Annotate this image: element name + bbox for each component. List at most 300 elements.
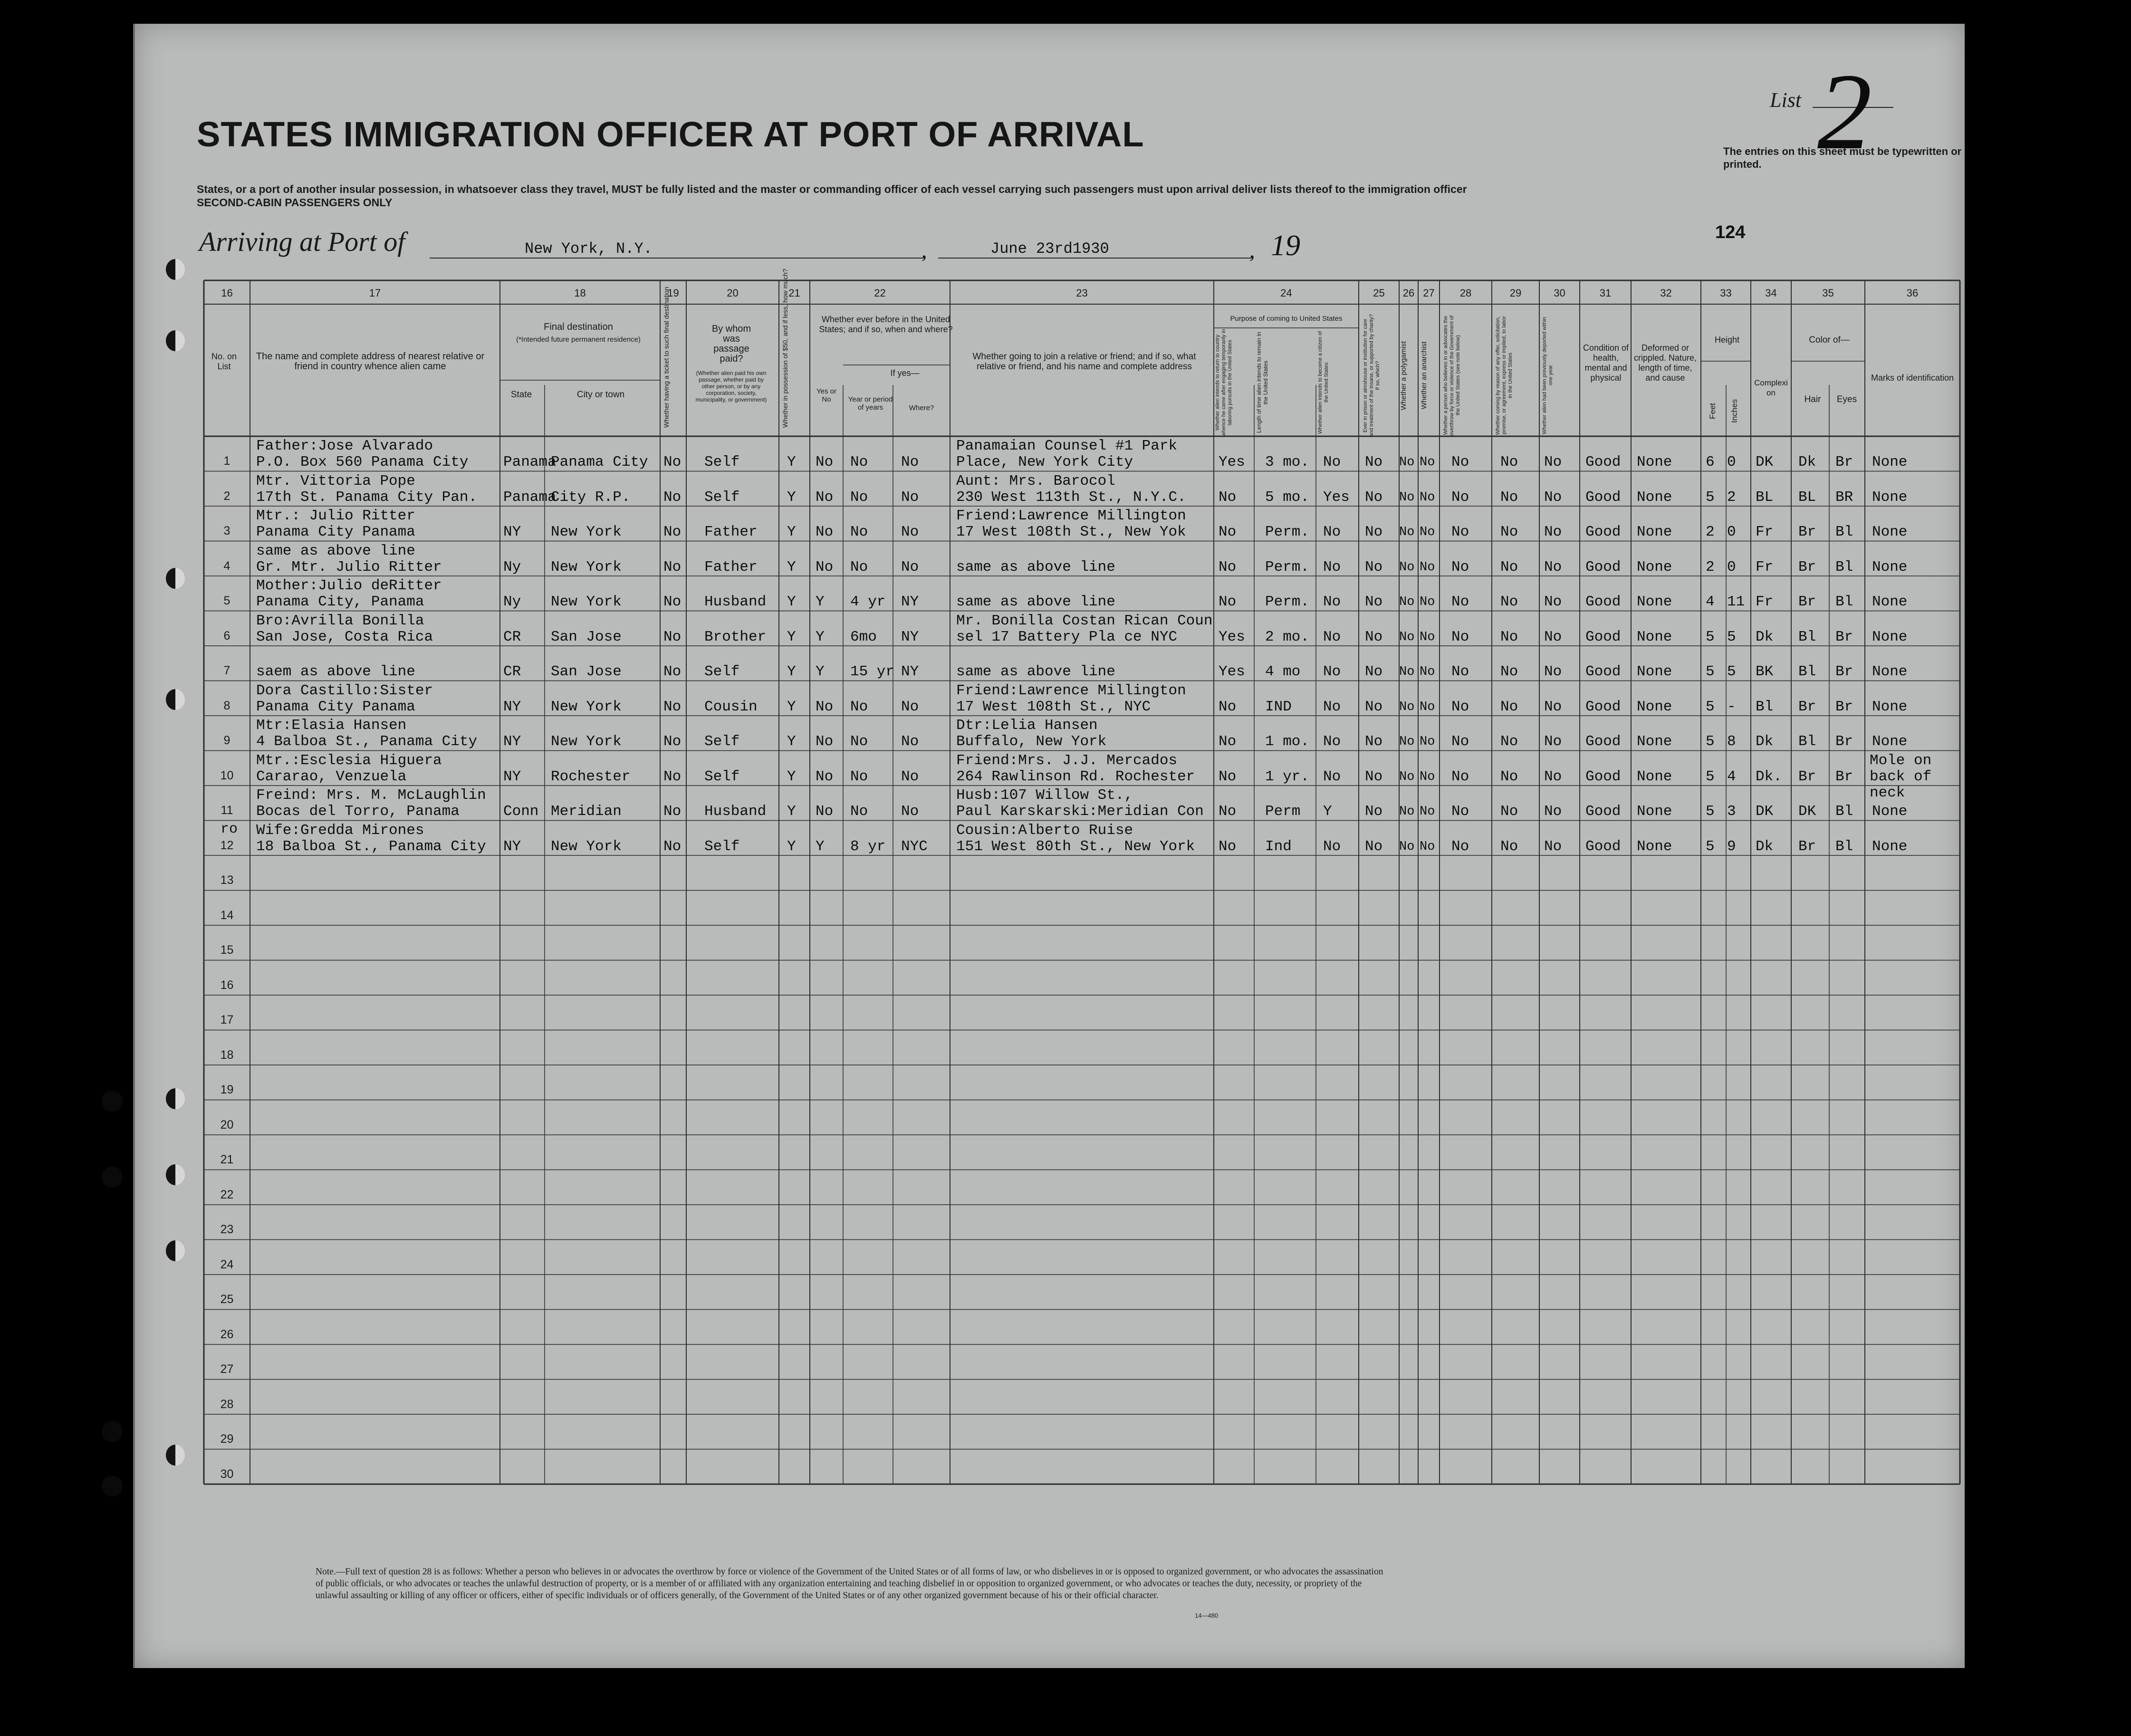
labor-offer-cell: No	[1500, 628, 1518, 645]
header-c24-top: Purpose of coming to United States	[1230, 315, 1343, 323]
overthrow-cell: No	[1451, 489, 1469, 506]
row-number: 18	[220, 1048, 234, 1062]
destination-city: New York	[551, 524, 622, 540]
deformed-cell: None	[1637, 489, 1672, 506]
return-intent-cell: No	[1219, 558, 1237, 575]
complexion-cell: Fr	[1756, 594, 1774, 610]
visit-where-cell: No	[901, 733, 919, 750]
previous-visit-cell: No	[816, 698, 834, 715]
stay-length-cell: Perm.	[1265, 594, 1310, 610]
destination-state: NY	[503, 524, 521, 540]
visit-period-cell: No	[850, 733, 868, 750]
destination-city: New York	[551, 733, 622, 750]
header-c30: Whether alien had been previously deported within one year	[1542, 317, 1554, 434]
height-feet-cell: 2	[1706, 558, 1715, 575]
labor-offer-cell: No	[1500, 733, 1518, 750]
overthrow-cell: No	[1451, 733, 1469, 750]
labor-offer-cell: No	[1500, 768, 1518, 785]
passage-paid-cell: Self	[704, 768, 740, 785]
relative-name: Dora Castillo:Sister	[256, 682, 433, 699]
return-intent-cell: No	[1219, 698, 1237, 715]
health-cell: Good	[1585, 838, 1621, 855]
footer-note: Note.—Full text of question 28 is as follows: Whether a person who believes in or advocates the overthrow by force or violence of the Government of the United States or of all forms of law, or who disbelieves in or is opposed to organized government, or who advocates the assassination of public officials, or who advocates or teaches the unlawful destruction of property, or is a member of or affiliated with any organization entertaining and teaching disbelief in or opposition to organized government, or who advocates or teaches the duty, necessity, or propriety of the unlawful assaulting or killing of any officer or officers, either of specific individuals or of officers generally, of the Government of the United States or of any other organized government because of his or their official character.	[316, 1567, 1383, 1601]
deformed-cell: None	[1637, 803, 1672, 820]
deported-cell: No	[1544, 768, 1562, 785]
citizen-intent-cell: No	[1323, 594, 1341, 610]
previous-visit-cell: No	[816, 803, 834, 820]
joining-address: 17 West 108th St., NYC	[956, 698, 1151, 715]
deformed-cell: None	[1637, 768, 1672, 785]
labor-offer-cell: No	[1500, 594, 1518, 610]
relative-address: Panama City, Panama	[256, 594, 424, 610]
relative-address: Cararao, Venzuela	[256, 768, 407, 785]
anarchist-cell: No	[1420, 490, 1435, 505]
header-c22-top: Whether ever before in the United States; and if so, when and where?	[819, 315, 953, 334]
health-cell: Good	[1585, 489, 1621, 506]
visit-period-cell: 8 yr	[850, 838, 886, 855]
joining-person: Friend:Lawrence Millington	[956, 682, 1186, 699]
visit-period-cell: No	[850, 698, 868, 715]
polygamist-cell: No	[1399, 735, 1415, 749]
identification-marks-cell: None	[1872, 803, 1908, 820]
deformed-cell: None	[1637, 838, 1672, 855]
relative-name: Wife:Gredda Mirones	[256, 822, 424, 839]
labor-offer-cell: No	[1500, 489, 1518, 506]
column-number: 27	[1423, 287, 1435, 299]
complexion-cell: Fr	[1756, 524, 1774, 540]
joining-address: Buffalo, New York	[956, 733, 1107, 750]
anarchist-cell: No	[1420, 665, 1435, 679]
height-inches-cell: 3	[1727, 803, 1736, 820]
height-feet-cell: 5	[1706, 628, 1715, 645]
height-inches-cell: 0	[1727, 454, 1736, 470]
anarchist-cell: No	[1420, 735, 1435, 749]
health-cell: Good	[1585, 628, 1621, 645]
header-c35-top: Color of—	[1809, 335, 1850, 345]
polygamist-cell: No	[1399, 805, 1415, 819]
complexion-cell: Dk	[1756, 838, 1774, 855]
ticket-cell: No	[663, 454, 682, 470]
hair-color-cell: Bl	[1798, 628, 1816, 645]
prison-cell: No	[1365, 733, 1383, 750]
form-subtitle: States, or a port of another insular possession, in whatsoever class they travel, MUST be fully listed and the master or commanding officer of each vessel carrying such passengers must upon arrival deliver lists thereof to the immigration officer	[197, 183, 1467, 195]
margin-text: ro	[221, 821, 238, 837]
polygamist-cell: No	[1399, 525, 1415, 539]
sheet-number: 124	[1715, 222, 1746, 242]
complexion-cell: Dk	[1756, 733, 1774, 750]
arriving-label: Arriving at Port of	[199, 226, 405, 257]
height-feet-cell: 5	[1706, 768, 1715, 785]
identification-marks-cell: None	[1872, 838, 1908, 855]
row-number: 11	[221, 804, 233, 817]
relative-address: Panama City Panama	[256, 698, 415, 715]
deported-cell: No	[1544, 803, 1562, 820]
header-c33-inches: Inches	[1730, 399, 1739, 423]
binder-hole	[166, 1164, 185, 1185]
height-feet-cell: 6	[1706, 454, 1715, 470]
visit-period-cell: No	[850, 558, 868, 575]
deformed-cell: None	[1637, 628, 1672, 645]
height-inches-cell: 5	[1727, 628, 1736, 645]
passage-paid-cell: Self	[704, 838, 740, 855]
height-inches-cell: 11	[1727, 594, 1745, 610]
visit-period-cell: 4 yr	[850, 594, 886, 610]
header-c24-b: Length of time alien intends to remain in the United States	[1256, 332, 1269, 433]
height-inches-cell: 9	[1727, 838, 1736, 855]
visit-where-cell: No	[901, 558, 919, 575]
destination-city: City R.P.	[551, 489, 631, 506]
polygamist-cell: No	[1399, 630, 1415, 644]
relative-name: Mtr. Vittoria Pope	[256, 472, 415, 489]
labor-offer-cell: No	[1500, 454, 1518, 470]
joining-address: sel 17 Battery Pla ce NYC	[956, 628, 1178, 645]
form-title: STATES IMMIGRATION OFFICER AT PORT OF ARRIVAL	[197, 115, 1144, 154]
anarchist-cell: No	[1420, 630, 1435, 644]
row-number: 20	[220, 1118, 234, 1132]
column-number: 30	[1554, 287, 1565, 299]
hair-color-cell: Br	[1798, 524, 1816, 540]
return-intent-cell: No	[1219, 489, 1237, 506]
joining-person: Aunt: Mrs. Barocol	[956, 472, 1115, 489]
destination-city: Rochester	[551, 768, 631, 785]
previous-visit-cell: No	[816, 768, 834, 785]
ticket-cell: No	[663, 524, 682, 540]
column-number: 29	[1509, 287, 1522, 299]
joining-address: 230 West 113th St., N.Y.C.	[956, 489, 1186, 506]
stay-length-cell: IND	[1265, 698, 1292, 715]
header-c16: No. on List	[211, 352, 237, 371]
ticket-cell: No	[663, 768, 682, 785]
anarchist-cell: No	[1420, 595, 1435, 609]
stay-length-cell: 2 mo.	[1265, 628, 1310, 645]
joining-person: Husb:107 Willow St.,	[956, 787, 1133, 804]
ticket-cell: No	[663, 698, 682, 715]
binder-hole	[102, 1167, 123, 1188]
stay-length-cell: Perm.	[1265, 558, 1310, 575]
identification-marks-cell: None	[1872, 489, 1908, 506]
row-number: 3	[223, 524, 230, 537]
relative-name: Mtr:Elasia Hansen	[256, 717, 407, 734]
port-value: New York, N.Y.	[525, 240, 653, 258]
joining-person: Cousin:Alberto Ruise	[956, 822, 1133, 839]
joining-address: 151 West 80th St., New York	[956, 838, 1195, 855]
height-feet-cell: 5	[1706, 733, 1715, 750]
citizen-intent-cell: No	[1323, 524, 1341, 540]
destination-state: NY	[503, 838, 521, 855]
deformed-cell: None	[1637, 454, 1672, 470]
previous-visit-cell: No	[816, 733, 834, 750]
labor-offer-cell: No	[1500, 838, 1518, 855]
destination-state: Ny	[503, 558, 521, 575]
citizen-intent-cell: No	[1323, 768, 1341, 785]
citizen-intent-cell: No	[1323, 733, 1341, 750]
column-number: 23	[1076, 287, 1088, 299]
joining-address: 264 Rawlinson Rd. Rochester	[956, 768, 1195, 785]
deported-cell: No	[1544, 524, 1562, 540]
identification-marks-cell: Mole on back of neck	[1870, 752, 1932, 801]
eye-color-cell: Bl	[1835, 558, 1853, 575]
money-cell: Y	[787, 628, 796, 645]
labor-offer-cell: No	[1500, 524, 1518, 540]
column-number: 31	[1599, 287, 1612, 299]
prison-cell: No	[1365, 628, 1383, 645]
hair-color-cell: DK	[1798, 803, 1816, 820]
row-number: 28	[220, 1397, 234, 1411]
money-cell: Y	[787, 768, 796, 785]
stay-length-cell: 4 mo	[1265, 663, 1301, 680]
money-cell: Y	[787, 594, 796, 610]
visit-where-cell: No	[901, 803, 919, 820]
header-c31: Condition of health, mental and physical	[1583, 343, 1629, 383]
visit-where-cell: No	[901, 454, 919, 470]
destination-city: New York	[551, 698, 622, 715]
visit-where-cell: No	[901, 768, 919, 785]
identification-marks-cell: None	[1872, 733, 1908, 750]
money-cell: Y	[787, 838, 796, 855]
header-c35-eyes: Eyes	[1836, 394, 1857, 404]
header-c33-top: Height	[1714, 335, 1740, 345]
relative-address: 18 Balboa St., Panama City	[256, 838, 486, 855]
complexion-cell: DK	[1756, 803, 1774, 820]
prison-cell: No	[1365, 838, 1383, 855]
row-number: 4	[223, 559, 230, 573]
relative-address: 17th St. Panama City Pan.	[256, 489, 478, 506]
header-c19: Whether having a ticket to such final destination	[662, 287, 670, 428]
hair-color-cell: Br	[1798, 768, 1816, 785]
previous-visit-cell: No	[816, 558, 834, 575]
header-c32: Deformed or crippled. Nature, length of time, and cause	[1633, 343, 1697, 383]
row-number: 1	[223, 454, 230, 468]
row-number: 23	[220, 1223, 234, 1236]
complexion-cell: BK	[1756, 663, 1774, 680]
health-cell: Good	[1585, 524, 1621, 540]
header-c27: Whether an anarchist	[1420, 341, 1428, 410]
visit-where-cell: No	[901, 489, 919, 506]
column-number: 22	[874, 287, 886, 299]
list-number: 2	[1817, 51, 1872, 172]
identification-marks-cell: None	[1872, 594, 1908, 610]
destination-state: Panama	[503, 489, 557, 506]
anarchist-cell: No	[1420, 700, 1435, 714]
height-feet-cell: 5	[1706, 838, 1715, 855]
destination-city: Panama City	[551, 454, 648, 470]
column-number: 18	[574, 287, 586, 299]
visit-period-cell: No	[850, 524, 868, 540]
money-cell: Y	[787, 733, 796, 750]
visit-period-cell: No	[850, 454, 868, 470]
joining-person: Friend:Mrs. J.J. Mercados	[956, 752, 1178, 769]
prison-cell: No	[1365, 454, 1383, 470]
relative-name: Mtr.: Julio Ritter	[256, 508, 415, 524]
eye-color-cell: Bl	[1835, 803, 1853, 820]
column-number: 26	[1402, 287, 1415, 299]
return-intent-cell: No	[1219, 594, 1237, 610]
complexion-cell: Fr	[1756, 558, 1774, 575]
header-c18-note: (*Intended future permanent residence)	[516, 336, 641, 344]
health-cell: Good	[1585, 698, 1621, 715]
destination-city: Meridian	[551, 803, 622, 820]
anarchist-cell: No	[1420, 839, 1435, 854]
labor-offer-cell: No	[1500, 558, 1518, 575]
citizen-intent-cell: No	[1323, 838, 1341, 855]
polygamist-cell: No	[1399, 665, 1415, 679]
deported-cell: No	[1544, 663, 1562, 680]
health-cell: Good	[1585, 663, 1621, 680]
eye-color-cell: Bl	[1835, 838, 1853, 855]
polygamist-cell: No	[1399, 769, 1415, 784]
stay-length-cell: Perm.	[1265, 524, 1310, 540]
relative-address: P.O. Box 560 Panama City	[256, 454, 469, 470]
passage-paid-cell: Husband	[704, 803, 767, 820]
header-c22-where: Where?	[909, 404, 934, 412]
column-number: 16	[221, 287, 233, 299]
citizen-intent-cell: No	[1323, 628, 1341, 645]
relative-address: San Jose, Costa Rica	[256, 628, 433, 645]
prison-cell: No	[1365, 803, 1383, 820]
height-feet-cell: 5	[1706, 698, 1715, 715]
health-cell: Good	[1585, 733, 1621, 750]
visit-where-cell: NYC	[901, 838, 928, 855]
passage-paid-cell: Self	[704, 489, 740, 506]
column-number: 32	[1660, 287, 1672, 299]
height-feet-cell: 5	[1706, 803, 1715, 820]
overthrow-cell: No	[1451, 524, 1469, 540]
deported-cell: No	[1544, 454, 1562, 470]
deported-cell: No	[1544, 594, 1562, 610]
ticket-cell: No	[663, 489, 682, 506]
column-number: 19	[667, 287, 679, 299]
return-intent-cell: No	[1219, 524, 1237, 540]
hair-color-cell: Bl	[1798, 733, 1816, 750]
identification-marks-cell: None	[1872, 628, 1908, 645]
header-c24-a: Whether alien intends to return to country whence he came after engaging temporarily in laboring pursuits in the United States	[1215, 329, 1233, 436]
hair-color-cell: Bl	[1798, 663, 1816, 680]
identification-marks-cell: None	[1872, 454, 1908, 470]
prison-cell: No	[1365, 663, 1383, 680]
passage-paid-cell: Husband	[704, 594, 767, 610]
overthrow-cell: No	[1451, 594, 1469, 610]
prison-cell: No	[1365, 698, 1383, 715]
health-cell: Good	[1585, 803, 1621, 820]
header-c26: Whether a polygamist	[1400, 341, 1408, 410]
relative-address: 4 Balboa St., Panama City	[256, 733, 478, 750]
eye-color-cell: Br	[1835, 698, 1853, 715]
ticket-cell: No	[663, 594, 682, 610]
money-cell: Y	[787, 558, 796, 575]
height-feet-cell: 4	[1706, 594, 1715, 610]
hair-color-cell: Br	[1798, 698, 1816, 715]
hair-color-cell: Br	[1798, 594, 1816, 610]
date-comma: ,	[1249, 238, 1255, 262]
destination-state: NY	[503, 768, 521, 785]
deported-cell: No	[1544, 733, 1562, 750]
passage-paid-cell: Cousin	[704, 698, 758, 715]
relative-address: Panama City Panama	[256, 524, 415, 540]
health-cell: Good	[1585, 768, 1621, 785]
overthrow-cell: No	[1451, 803, 1469, 820]
row-number: 15	[220, 943, 234, 957]
citizen-intent-cell: Y	[1323, 803, 1332, 820]
binder-hole	[102, 1421, 123, 1442]
joining-person: Mr. Bonilla Costan Rican Coun	[956, 612, 1213, 629]
previous-visit-cell: Y	[816, 838, 825, 855]
hair-color-cell: Br	[1798, 838, 1816, 855]
header-c25: Ever in prison or almshouse or institution for care and treatment of the insane, or supported by charity? If so, which?	[1363, 314, 1381, 437]
deported-cell: No	[1544, 489, 1562, 506]
citizen-intent-cell: No	[1323, 663, 1341, 680]
joining-address: same as above line	[956, 594, 1115, 610]
binder-hole	[102, 1091, 123, 1112]
anarchist-cell: No	[1420, 805, 1435, 819]
ticket-cell: No	[663, 838, 682, 855]
polygamist-cell: No	[1399, 490, 1415, 505]
visit-period-cell: 15 yr	[850, 663, 895, 680]
deformed-cell: None	[1637, 698, 1672, 715]
header-c22-yesno: Yes or No	[816, 387, 836, 403]
list-label: List	[1770, 88, 1802, 112]
hair-color-cell: Dk	[1798, 454, 1816, 470]
relative-name: Father:Jose Alvarado	[256, 438, 433, 454]
deformed-cell: None	[1637, 524, 1672, 540]
passage-paid-cell: Self	[704, 733, 740, 750]
column-number: 17	[369, 287, 381, 299]
header-c22-ifyes: If yes—	[890, 368, 920, 378]
deported-cell: No	[1544, 698, 1562, 715]
visit-period-cell: 6mo	[850, 628, 877, 645]
row-number: 16	[220, 978, 234, 992]
citizen-intent-cell: No	[1323, 454, 1341, 470]
row-number: 6	[223, 629, 230, 643]
polygamist-cell: No	[1399, 560, 1415, 575]
deported-cell: No	[1544, 838, 1562, 855]
deformed-cell: None	[1637, 733, 1672, 750]
labor-offer-cell: No	[1500, 698, 1518, 715]
header-c36: Marks of identification	[1871, 373, 1954, 383]
anarchist-cell: No	[1420, 525, 1435, 539]
binder-hole	[166, 689, 185, 710]
port-comma: ,	[922, 238, 927, 262]
polygamist-cell: No	[1399, 455, 1415, 470]
overthrow-cell: No	[1451, 454, 1469, 470]
deformed-cell: None	[1637, 663, 1672, 680]
citizen-intent-cell: No	[1323, 558, 1341, 575]
destination-state: NY	[503, 733, 521, 750]
ticket-cell: No	[663, 733, 682, 750]
header-c18-state: State	[510, 390, 532, 400]
stay-length-cell: Ind	[1265, 838, 1292, 855]
height-inches-cell: 8	[1727, 733, 1736, 750]
header-c29: Whether coming by reason of any offer, solicitation, promise, or agreement, express or implied, to labor in the United States	[1495, 316, 1513, 435]
column-number: 35	[1822, 287, 1834, 299]
year-prefix: 19	[1271, 230, 1300, 262]
visit-period-cell: No	[850, 489, 868, 506]
prison-cell: No	[1365, 489, 1383, 506]
money-cell: Y	[787, 803, 796, 820]
ticket-cell: No	[663, 628, 682, 645]
relative-address: Bocas del Torro, Panama	[256, 803, 460, 820]
row-number: 9	[223, 734, 230, 747]
row-number: 5	[223, 594, 230, 607]
passage-paid-cell: Father	[704, 558, 758, 575]
header-c35-hair: Hair	[1804, 394, 1821, 404]
citizen-intent-cell: Yes	[1323, 489, 1350, 506]
polygamist-cell: No	[1399, 595, 1415, 609]
destination-city: New York	[551, 558, 622, 575]
complexion-cell: Dk	[1756, 628, 1774, 645]
row-number: 29	[220, 1432, 234, 1446]
row-number: 10	[220, 768, 234, 782]
relative-name: Freind: Mrs. M. McLaughlin	[256, 787, 486, 804]
